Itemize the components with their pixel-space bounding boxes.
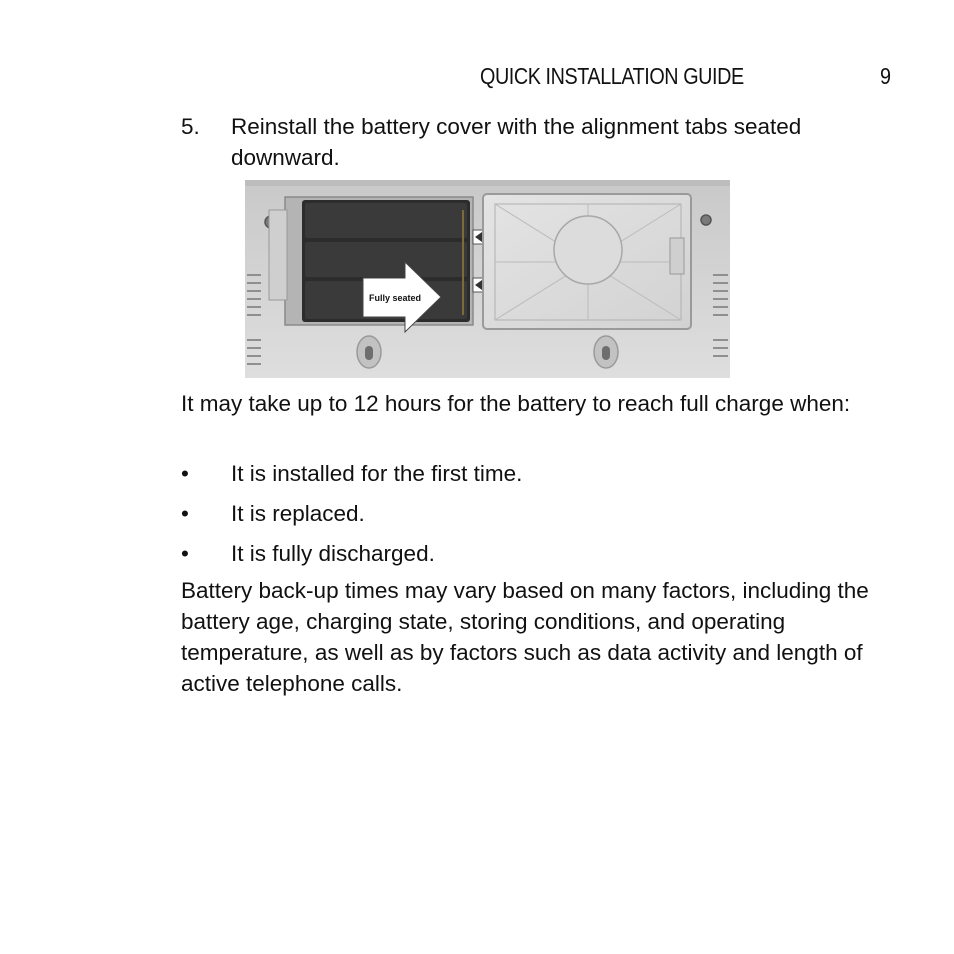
list-item xyxy=(181,458,881,498)
bullet-symbol: • xyxy=(181,461,189,486)
charge-conditions-list xyxy=(181,458,881,576)
bullet-symbol: • xyxy=(181,541,189,566)
fully-seated-label: Fully seated xyxy=(369,293,422,303)
battery-cover xyxy=(483,194,691,329)
list-item-text: It is replaced. xyxy=(231,501,365,526)
page-number: 9 xyxy=(880,63,892,89)
charge-time-paragraph: It may take up to 12 hours for the battery to reach full charge when: xyxy=(181,391,851,416)
mount-keyhole-left xyxy=(357,336,381,368)
screw-right xyxy=(701,215,711,225)
running-header-title: QUICK INSTALLATION GUIDE xyxy=(480,63,744,89)
list-item-text: It is installed for the first time. xyxy=(231,461,523,486)
backup-time-paragraph: Battery back-up times may vary based on many factors, including the battery age, charging state, storing conditions, and operating temperature, as well as by factors such as data activity and length of active telephone calls. xyxy=(181,578,869,696)
list-item xyxy=(181,498,881,538)
step-text: Reinstall the battery cover with the alignment tabs seated downward. xyxy=(231,114,802,170)
bullet-symbol: • xyxy=(181,501,189,526)
battery-compartment-photo xyxy=(245,180,730,378)
list-item xyxy=(181,538,881,576)
mount-keyhole-right xyxy=(594,336,618,368)
step-number: 5. xyxy=(181,114,200,139)
list-item-text: It is fully discharged. xyxy=(231,541,435,566)
